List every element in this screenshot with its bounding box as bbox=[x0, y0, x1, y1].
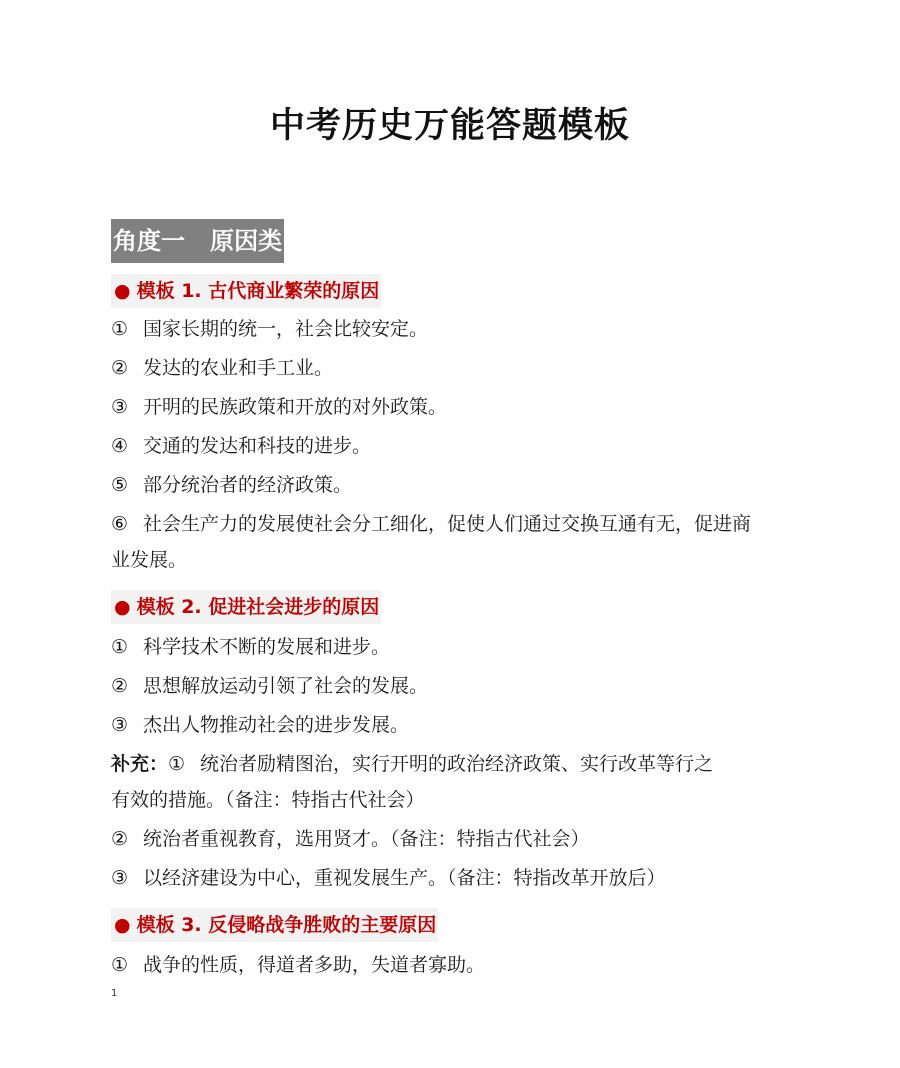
list-item bbox=[111, 948, 485, 982]
item-number: ⑤ bbox=[111, 474, 129, 496]
list-item bbox=[111, 630, 390, 664]
list-item bbox=[111, 390, 447, 424]
item-text: 交通的发达和科技的进步。 bbox=[143, 435, 372, 457]
item-text: 开明的民族政策和开放的对外政策。 bbox=[143, 396, 448, 418]
item-text: 国家长期的统一，社会比较安定。 bbox=[143, 318, 429, 340]
item-text: 发达的农业和手工业。 bbox=[143, 357, 334, 379]
template-heading-1 bbox=[111, 274, 381, 308]
item-text: 思想解放运动引领了社会的发展。 bbox=[143, 675, 429, 697]
item-number: ① bbox=[111, 954, 129, 976]
list-item bbox=[111, 351, 333, 385]
template-label: 模板 2. 促进社会进步的原因 bbox=[136, 596, 380, 618]
template-heading-2 bbox=[111, 590, 381, 624]
supplement-item bbox=[111, 861, 666, 895]
supplement-item bbox=[111, 822, 590, 856]
list-item bbox=[111, 312, 428, 346]
item-text: 社会生产力的发展使社会分工细化，促使人们通过交换互通有无，促进商 bbox=[143, 513, 752, 535]
bullet-icon: ● bbox=[114, 914, 131, 936]
supplement-label: 补充： bbox=[111, 753, 169, 775]
item-number: ① bbox=[111, 318, 129, 340]
item-number: ② bbox=[111, 675, 129, 697]
item-text: 科学技术不断的发展和进步。 bbox=[143, 636, 391, 658]
template-label: 模板 1. 古代商业繁荣的原因 bbox=[136, 280, 380, 302]
item-text: 以经济建设为中心，重视发展生产。（备注：特指改革开放后） bbox=[143, 867, 666, 889]
item-number: ⑥ bbox=[111, 513, 129, 535]
item-text: 杰出人物推动社会的进步发展。 bbox=[143, 714, 410, 736]
section-heading: 角度一 原因类 bbox=[111, 219, 284, 263]
supplement-item bbox=[111, 747, 713, 781]
item-number: ② bbox=[111, 828, 129, 850]
bullet-icon: ● bbox=[114, 280, 131, 302]
bullet-icon: ● bbox=[114, 596, 131, 618]
item-text: 统治者重视教育，选用贤才。（备注：特指古代社会） bbox=[143, 828, 590, 850]
list-item bbox=[111, 507, 751, 541]
list-item bbox=[111, 669, 428, 703]
list-item bbox=[111, 468, 352, 502]
supplement-item-continuation: 有效的措施。（备注：特指古代社会） bbox=[111, 789, 425, 811]
template-label: 模板 3. 反侵略战争胜败的主要原因 bbox=[136, 914, 437, 936]
document-title: 中考历史万能答题模板 bbox=[269, 106, 630, 146]
page-number: 1 bbox=[111, 988, 118, 999]
list-item bbox=[111, 708, 409, 742]
item-text: 战争的性质，得道者多助，失道者寡助。 bbox=[143, 954, 486, 976]
item-number: ① bbox=[168, 753, 186, 775]
item-text: 统治者励精图治，实行开明的政治经济政策、实行改革等行之 bbox=[200, 753, 714, 775]
item-number: ④ bbox=[111, 435, 129, 457]
item-number: ③ bbox=[111, 396, 129, 418]
template-heading-3 bbox=[111, 908, 438, 942]
list-item bbox=[111, 429, 371, 463]
item-text: 部分统治者的经济政策。 bbox=[143, 474, 353, 496]
item-number: ① bbox=[111, 636, 129, 658]
item-number: ② bbox=[111, 357, 129, 379]
item-number: ③ bbox=[111, 867, 129, 889]
list-item-continuation: 业发展。 bbox=[111, 549, 188, 571]
item-number: ③ bbox=[111, 714, 129, 736]
